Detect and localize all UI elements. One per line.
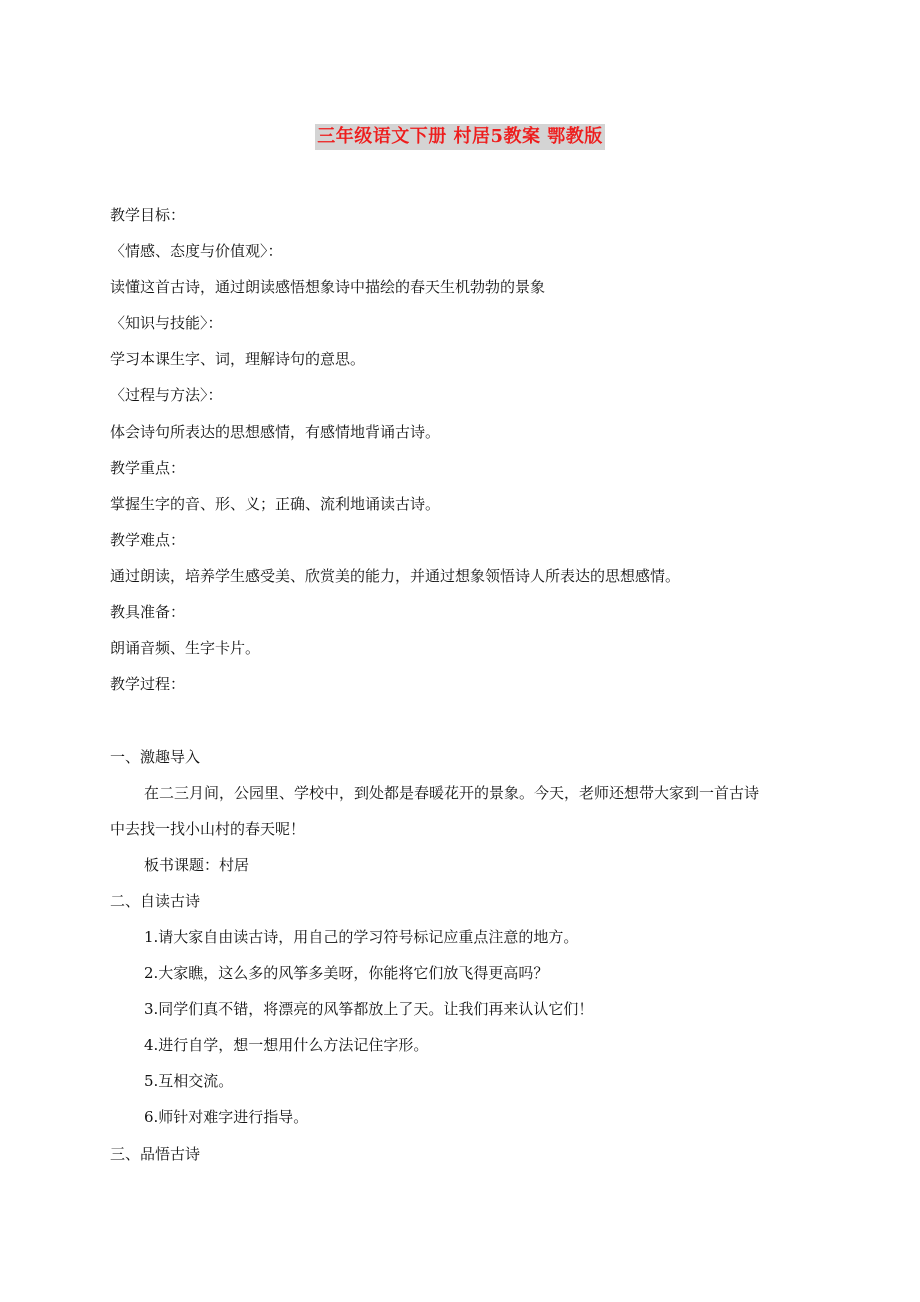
list-item: 6.师针对难字进行指导。 <box>144 1108 309 1126</box>
text-line: 通过朗读，培养学生感受美、欣赏美的能力，并通过想象领悟诗人所表达的思想感情。 <box>110 567 681 585</box>
list-item: 5.互相交流。 <box>144 1072 234 1090</box>
paragraph-line: 中去找一找小山村的春天呢！ <box>110 820 306 838</box>
text-line: 体会诗句所表达的思想感情，有感情地背诵古诗。 <box>110 423 441 441</box>
section-heading: 三、品悟古诗 <box>110 1145 201 1163</box>
list-item: 3.同学们真不错，将漂亮的风筝都放上了天。让我们再来认认它们！ <box>144 1000 594 1018</box>
text-line: 朗诵音频、生字卡片。 <box>110 639 261 657</box>
text-line: 教学目标： <box>110 206 186 224</box>
text-line: 教具准备： <box>110 603 186 621</box>
text-line: 教学过程： <box>110 675 186 693</box>
text-line: 〈知识与技能〉： <box>110 314 223 332</box>
list-item: 1.请大家自由读古诗，用自己的学习符号标记应重点注意的地方。 <box>144 928 579 946</box>
text-line: 教学重点： <box>110 459 186 477</box>
title-container <box>0 124 920 150</box>
board-title: 板书课题：村居 <box>144 856 250 874</box>
section-heading: 一、激趣导入 <box>110 748 201 766</box>
document-title: 三年级语文下册 村居5教案 鄂教版 <box>315 124 605 150</box>
list-item: 2.大家瞧，这么多的风筝多美呀，你能将它们放飞得更高吗？ <box>144 964 549 982</box>
text-line: 教学难点： <box>110 531 186 549</box>
text-line: 学习本课生字、词，理解诗句的意思。 <box>110 350 366 368</box>
text-line: 掌握生字的音、形、义；正确、流利地诵读古诗。 <box>110 495 441 513</box>
paragraph-line: 在二三月间，公园里、学校中，到处都是春暖花开的景象。今天，老师还想带大家到一首古诗 <box>144 784 760 802</box>
list-item: 4.进行自学，想一想用什么方法记住字形。 <box>144 1036 429 1054</box>
text-line: 〈情感、态度与价值观〉： <box>110 242 283 260</box>
section-heading: 二、自读古诗 <box>110 892 201 910</box>
text-line: 读懂这首古诗，通过朗读感悟想象诗中描绘的春天生机勃勃的景象 <box>110 278 546 296</box>
text-line: 〈过程与方法〉： <box>110 386 223 404</box>
